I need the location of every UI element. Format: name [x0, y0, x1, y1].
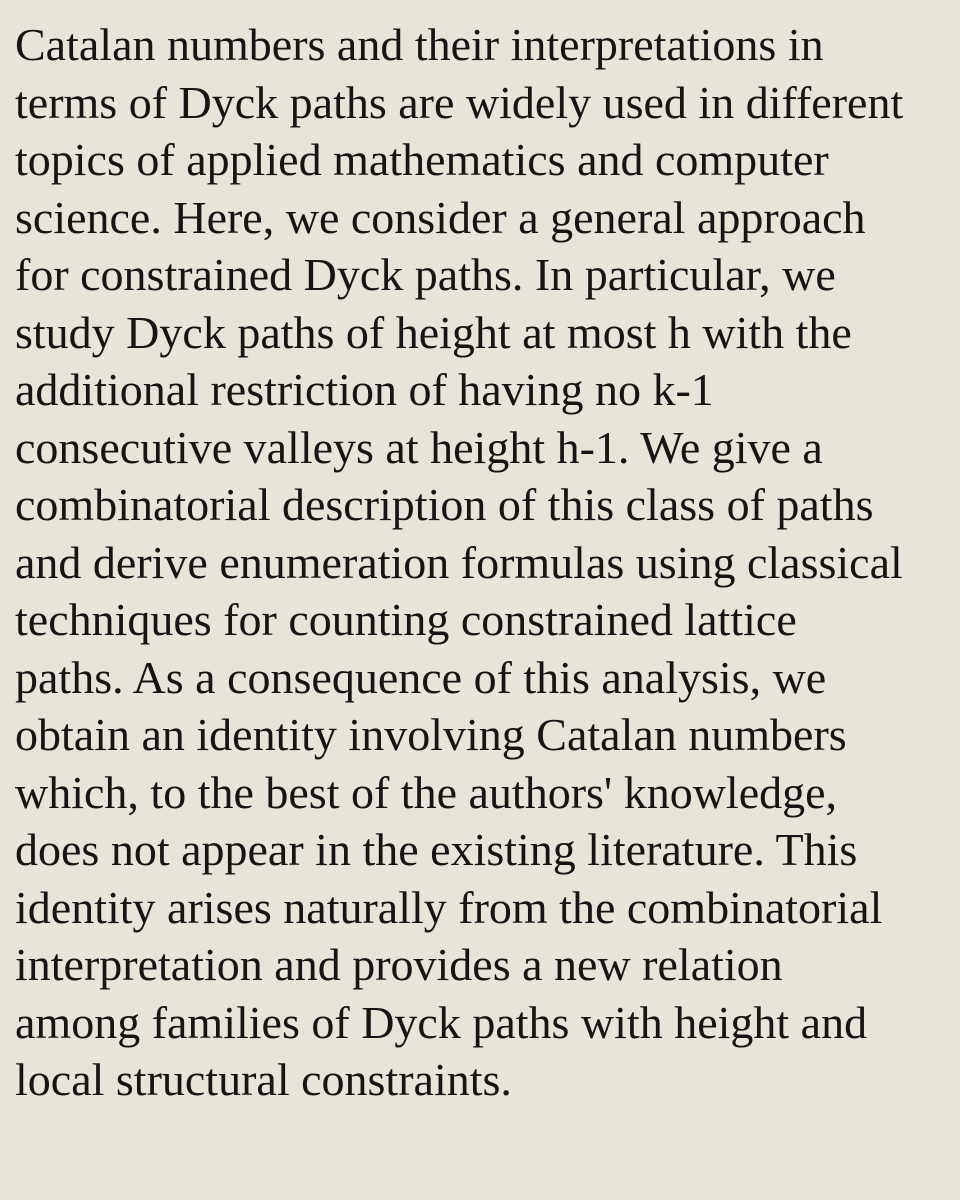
- abstract-line: for constrained Dyck paths. In particular, we: [15, 249, 836, 300]
- abstract-line: terms of Dyck paths are widely used in different: [15, 76, 904, 128]
- abstract-line: and derive enumeration formulas using classical: [15, 536, 903, 588]
- abstract-text: [15, 16, 960, 1109]
- abstract-line: additional restriction of having no k-1: [15, 364, 714, 415]
- abstract-line: which, to the best of the authors' knowledge,: [15, 766, 838, 818]
- abstract-line: obtain an identity involving Catalan numbers: [15, 709, 847, 760]
- abstract-line: consecutive valleys at height h-1. We give a: [15, 421, 823, 473]
- abstract-line: does not appear in the existing literature. This: [15, 824, 858, 875]
- abstract-line: science. Here, we consider a general approach: [15, 191, 866, 243]
- abstract-line: paths. As a consequence of this analysis, we: [15, 651, 827, 703]
- abstract-line: Catalan numbers and their interpretations in: [15, 19, 824, 70]
- abstract-line: topics of applied mathematics and computer: [15, 134, 829, 185]
- abstract-line: identity arises naturally from the combinatorial: [15, 881, 883, 933]
- abstract-line: techniques for counting constrained lattice: [15, 594, 797, 645]
- abstract-line: study Dyck paths of height at most h with the: [15, 306, 852, 358]
- abstract-line: among families of Dyck paths with height and: [15, 996, 868, 1048]
- abstract-line: local structural constraints.: [15, 1054, 512, 1105]
- abstract-line: combinatorial description of this class of paths: [15, 479, 874, 530]
- abstract-line: interpretation and provides a new relation: [15, 939, 783, 990]
